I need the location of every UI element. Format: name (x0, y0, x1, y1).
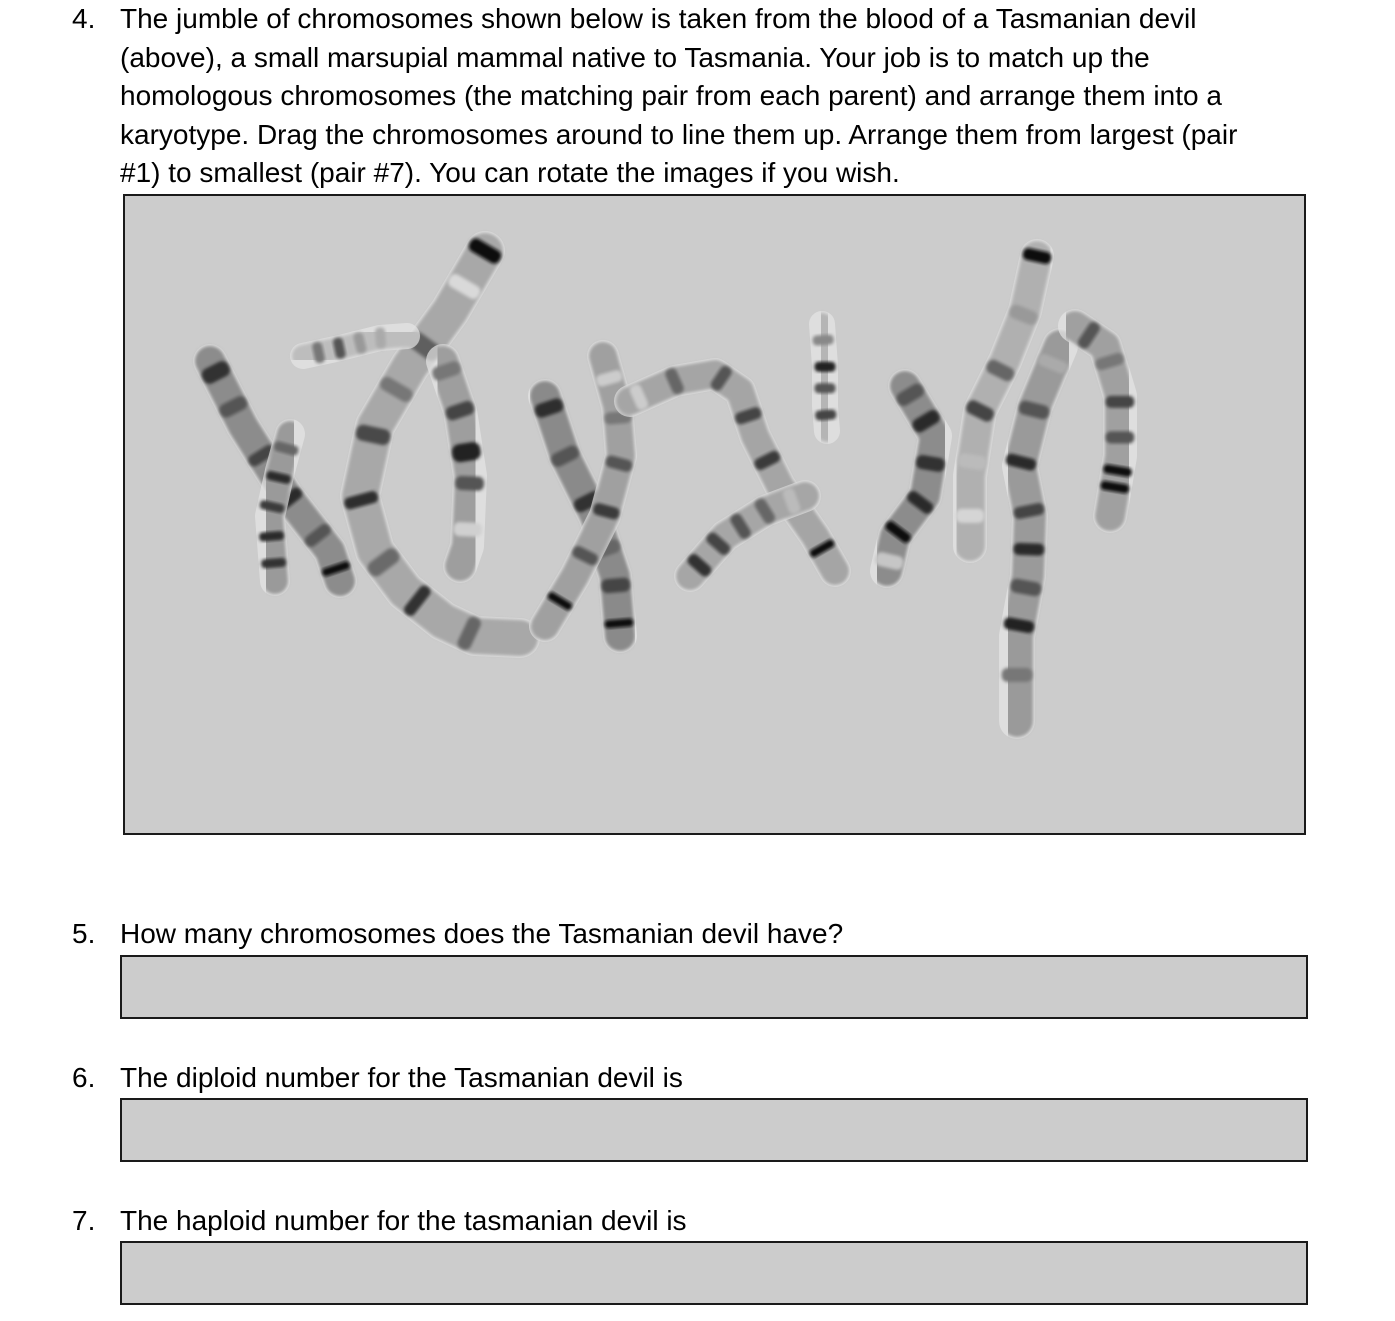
question-5-text: How many chromosomes does the Tasmanian devil have? (120, 918, 844, 949)
question-7-text: The haploid number for the tasmanian devil is (120, 1205, 687, 1236)
chromosome-band (259, 531, 284, 542)
question-4-line-3: homologous chromosomes (the matching pair from each parent) and arrange them into a (120, 80, 1222, 112)
chromosome-11[interactable] (874, 381, 946, 571)
chromosome-band (815, 409, 837, 421)
question-4-number: 4. (72, 3, 96, 34)
chromosome-canvas (125, 196, 1306, 835)
question-6-text: The diploid number for the Tasmanian devil is (120, 1062, 683, 1093)
chromosome-band (601, 577, 631, 593)
answer-6-input[interactable] (120, 1098, 1308, 1162)
chromosome-band (455, 476, 484, 491)
question-4-line-5: #1) to smallest (pair #7). You can rotate the images if you wish. (120, 157, 900, 189)
question-4-line-1: The jumble of chromosomes shown below is taken from the blood of a Tasmanian devil (120, 3, 1197, 34)
chromosome-band (375, 327, 387, 349)
question-6-number: 6. (72, 1062, 96, 1093)
chromosome-band (956, 509, 985, 523)
chromosome-band (815, 383, 836, 393)
chromosome-band (1106, 431, 1135, 443)
chromosome-band (815, 362, 836, 372)
answer-7-input[interactable] (120, 1241, 1308, 1305)
chromosome-9[interactable] (685, 486, 805, 578)
question-4-text (120, 0, 1310, 193)
chromosome-band (453, 522, 482, 537)
chromosome-band (1013, 543, 1044, 556)
karyotype-board (123, 194, 1306, 835)
chromosome-5[interactable] (431, 360, 485, 566)
chromosome-13[interactable] (1002, 346, 1069, 721)
question-4-line-2: (above), a small marsupial mammal native to Tasmania. Your job is to match up the (120, 41, 1150, 73)
question-7-number: 7. (72, 1205, 96, 1236)
question-5-number: 5. (72, 918, 96, 949)
chromosome-10[interactable] (812, 324, 836, 431)
chromosome-band (1002, 668, 1032, 682)
chromosome-14[interactable] (1075, 320, 1134, 516)
chromosome-band (261, 558, 286, 569)
chromosome-3[interactable] (343, 236, 520, 651)
answer-5-input[interactable] (120, 955, 1308, 1019)
chromosome-band (812, 334, 834, 345)
chromosome-band (1106, 396, 1135, 408)
question-4-line-4: karyotype. Drag the chromosomes around to line them up. Arrange them from largest (pair (120, 118, 1238, 150)
